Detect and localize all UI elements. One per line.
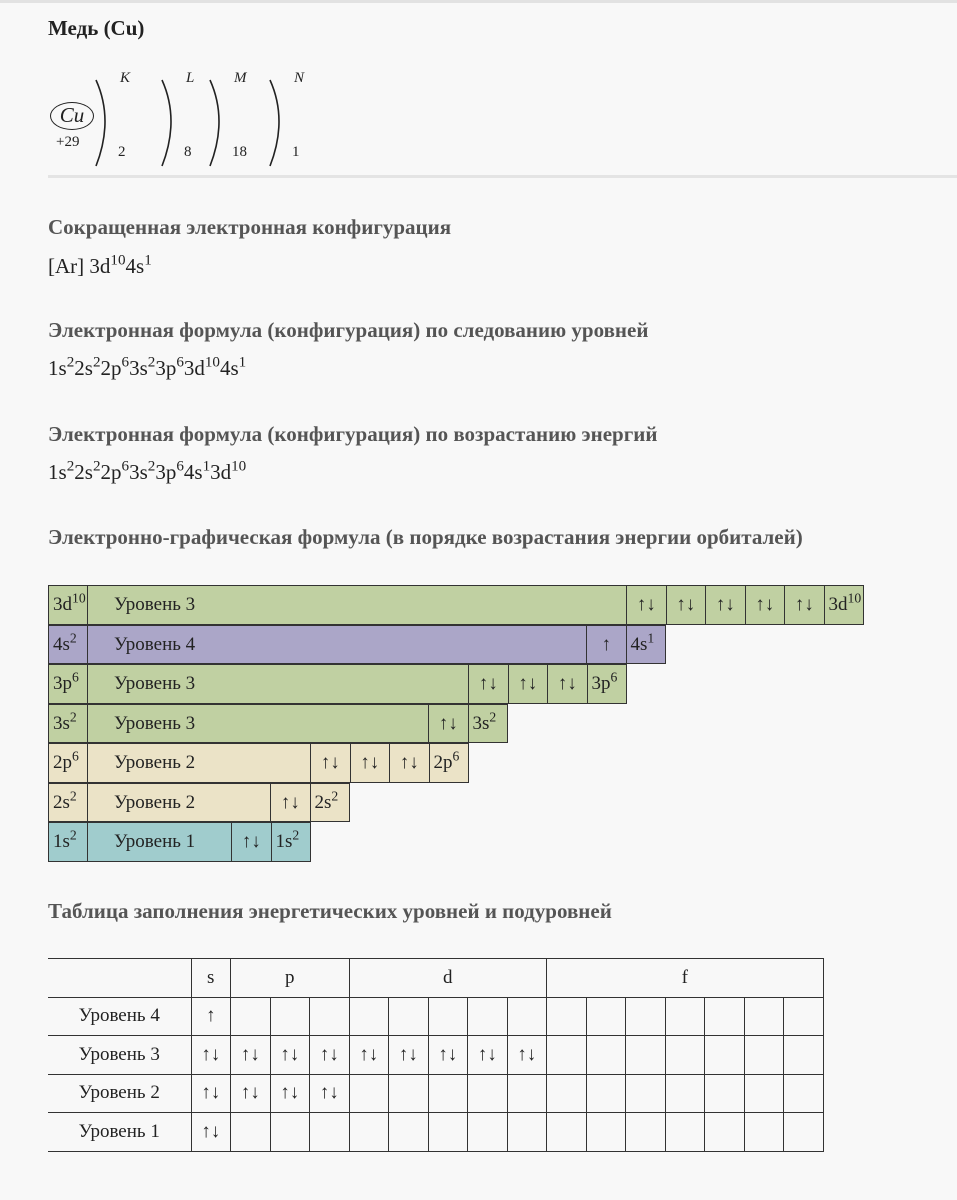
orbital-cell (310, 997, 350, 1036)
orbital-box: ↑ (587, 625, 627, 665)
orbital-cell (389, 1113, 429, 1152)
orbital-cell: ↑↓ (191, 1113, 231, 1152)
by-levels-formula: $1s^22s^22p^63s^23p^63d^{10}4s^1$ (48, 354, 247, 380)
level-label: Уровень 2 (48, 1074, 191, 1113)
orbital-cell: ↑ (191, 997, 231, 1036)
orbital-box: ↑↓ (429, 704, 469, 744)
orbital-cell (705, 997, 745, 1036)
sublevel-header-p: p (231, 959, 350, 998)
nucleus-symbol: Cu (50, 102, 94, 130)
shell-count: 8 (184, 144, 192, 160)
level-label: Уровень 4 (48, 997, 191, 1036)
orbital-box: ↑↓ (271, 783, 311, 823)
graphic-formula-heading: Электронно-графическая формула (в порядке возрастания энергии орбиталей) (48, 525, 803, 549)
level-name: Уровень 3 (88, 585, 627, 625)
sublevel-label: $3p^6$ (48, 664, 88, 704)
orbital-cell (547, 1036, 587, 1075)
orbital-cell (428, 1113, 468, 1152)
orbital-cell (586, 1036, 626, 1075)
orbital-cell: ↑↓ (191, 1036, 231, 1075)
orbital-box: ↑↓ (746, 585, 786, 625)
shell-label: M (234, 70, 247, 86)
shell-count: 1 (292, 144, 300, 160)
orbital-cell: ↑↓ (507, 1036, 547, 1075)
orbital-cell (665, 1074, 705, 1113)
level-name: Уровень 3 (88, 664, 469, 704)
shell-label: L (186, 70, 195, 86)
orbital-cell (547, 1074, 587, 1113)
orbital-cell: ↑↓ (310, 1036, 350, 1075)
orbital-cell (626, 1113, 666, 1152)
orbital-cell: ↑↓ (349, 1036, 389, 1075)
orbital-cell (310, 1113, 350, 1152)
orbital-cell (744, 997, 784, 1036)
orbital-cell (349, 1074, 389, 1113)
by-levels-heading: Электронная формула (конфигурация) по следованию уровней (48, 318, 649, 342)
orbital-box: ↑↓ (351, 743, 391, 783)
orbital-cell (428, 997, 468, 1036)
orbital-cell (626, 1036, 666, 1075)
orbital-cell (626, 997, 666, 1036)
fill-table-header (48, 959, 823, 998)
sublevel-header-d: d (349, 959, 547, 998)
sublevel-header-s: s (191, 959, 231, 998)
orbital-cell (784, 1074, 824, 1113)
orbital-cell (389, 997, 429, 1036)
table-row (48, 997, 823, 1036)
by-energy-heading: Электронная формула (конфигурация) по возрастанию энергий (48, 422, 658, 446)
orbital-box: ↑↓ (390, 743, 430, 783)
sublevel-label: $2p^6$ (430, 743, 470, 783)
shell-arc-icon (206, 74, 230, 174)
orbital-box: ↑↓ (509, 664, 549, 704)
page-title: Медь (Cu) (48, 16, 145, 40)
short-config-heading: Сокращенная электронная конфигурация (48, 215, 452, 239)
orbital-cell (705, 1074, 745, 1113)
orbital-cell: ↑↓ (231, 1074, 271, 1113)
orbital-cell: ↑↓ (231, 1036, 271, 1075)
sublevel-label: $2p^6$ (48, 743, 88, 783)
fill-table-heading: Таблица заполнения энергетических уровней и подуровней (48, 899, 612, 923)
sublevel-header-f: f (547, 959, 824, 998)
level-name: Уровень 2 (88, 783, 271, 823)
sublevel-label: $2s^2$ (48, 783, 88, 823)
orbital-box: ↑↓ (232, 822, 272, 862)
sublevel-label: $3p^6$ (588, 664, 628, 704)
orbital-box: ↑↓ (785, 585, 825, 625)
sublevel-label: $1s^2$ (48, 822, 88, 862)
sublevel-label: $1s^2$ (272, 822, 312, 862)
orbital-cell: ↑↓ (468, 1036, 508, 1075)
orbital-cell (665, 1036, 705, 1075)
shell-count: 18 (232, 144, 247, 160)
orbital-cell: ↑↓ (270, 1074, 310, 1113)
sublevel-label: $3s^2$ (48, 704, 88, 744)
sublevel-label: $3d^{10}$ (48, 585, 88, 625)
orbital-cell (468, 1113, 508, 1152)
corner-cell (48, 959, 191, 998)
shell-count: 2 (118, 144, 126, 160)
orbital-box: ↑↓ (311, 743, 351, 783)
level-name: Уровень 3 (88, 704, 429, 744)
shell-arc-icon (266, 74, 290, 174)
level-label: Уровень 1 (48, 1113, 191, 1152)
level-label: Уровень 3 (48, 1036, 191, 1075)
sublevel-label: $3s^2$ (469, 704, 509, 744)
shell-arc-icon (92, 74, 116, 174)
orbital-box: ↑↓ (548, 664, 588, 704)
table-row (48, 1074, 823, 1113)
short-config-formula: [Ar] $3d^{10}4s^1$ (48, 252, 152, 278)
orbital-box: ↑↓ (627, 585, 667, 625)
sublevel-label: $4s^1$ (627, 625, 667, 665)
level-name: Уровень 2 (88, 743, 311, 783)
sublevel-label: $3d^{10}$ (825, 585, 865, 625)
orbital-cell (507, 1074, 547, 1113)
orbital-cell: ↑↓ (428, 1036, 468, 1075)
orbital-cell (468, 1074, 508, 1113)
orbital-cell (547, 1113, 587, 1152)
nucleus-charge: +29 (56, 134, 80, 150)
table-row (48, 1036, 823, 1075)
orbital-cell (586, 997, 626, 1036)
level-name: Уровень 4 (88, 625, 587, 665)
orbital-cell (270, 1113, 310, 1152)
shell-arc-icon (158, 74, 182, 174)
orbital-box: ↑↓ (706, 585, 746, 625)
shell-label: K (120, 70, 131, 86)
orbital-cell (349, 1113, 389, 1152)
orbital-cell: ↑↓ (270, 1036, 310, 1075)
sublevel-label: $2s^2$ (311, 783, 351, 823)
orbital-cell (744, 1113, 784, 1152)
orbital-cell (665, 997, 705, 1036)
orbital-cell: ↑↓ (310, 1074, 350, 1113)
orbital-cell (784, 997, 824, 1036)
orbital-cell (665, 1113, 705, 1152)
orbital-cell (507, 997, 547, 1036)
orbital-cell (231, 997, 271, 1036)
by-energy-formula: $1s^22s^22p^63s^23p^64s^13d^{10}$ (48, 458, 247, 484)
orbital-cell (547, 997, 587, 1036)
orbital-cell (389, 1074, 429, 1113)
sublevel-label: $4s^2$ (48, 625, 88, 665)
fill-table (48, 958, 824, 1152)
orbital-cell (586, 1113, 626, 1152)
atom-shell-diagram (48, 66, 328, 166)
orbital-cell (507, 1113, 547, 1152)
orbital-cell (705, 1036, 745, 1075)
orbital-cell: ↑↓ (191, 1074, 231, 1113)
orbital-box: ↑↓ (667, 585, 707, 625)
orbital-cell (744, 1074, 784, 1113)
shell-label: N (294, 70, 305, 86)
section-divider (48, 175, 957, 178)
orbital-cell (705, 1113, 745, 1152)
orbital-cell (744, 1036, 784, 1075)
table-row (48, 1113, 823, 1152)
orbital-cell (626, 1074, 666, 1113)
top-border (0, 0, 957, 3)
orbital-cell (784, 1036, 824, 1075)
orbital-cell (231, 1113, 271, 1152)
level-name: Уровень 1 (88, 822, 232, 862)
orbital-cell (586, 1074, 626, 1113)
orbital-cell (349, 997, 389, 1036)
orbital-cell (428, 1074, 468, 1113)
orbital-cell (468, 997, 508, 1036)
orbital-cell: ↑↓ (389, 1036, 429, 1075)
orbital-box: ↑↓ (469, 664, 509, 704)
orbital-cell (784, 1113, 824, 1152)
orbital-cell (270, 997, 310, 1036)
